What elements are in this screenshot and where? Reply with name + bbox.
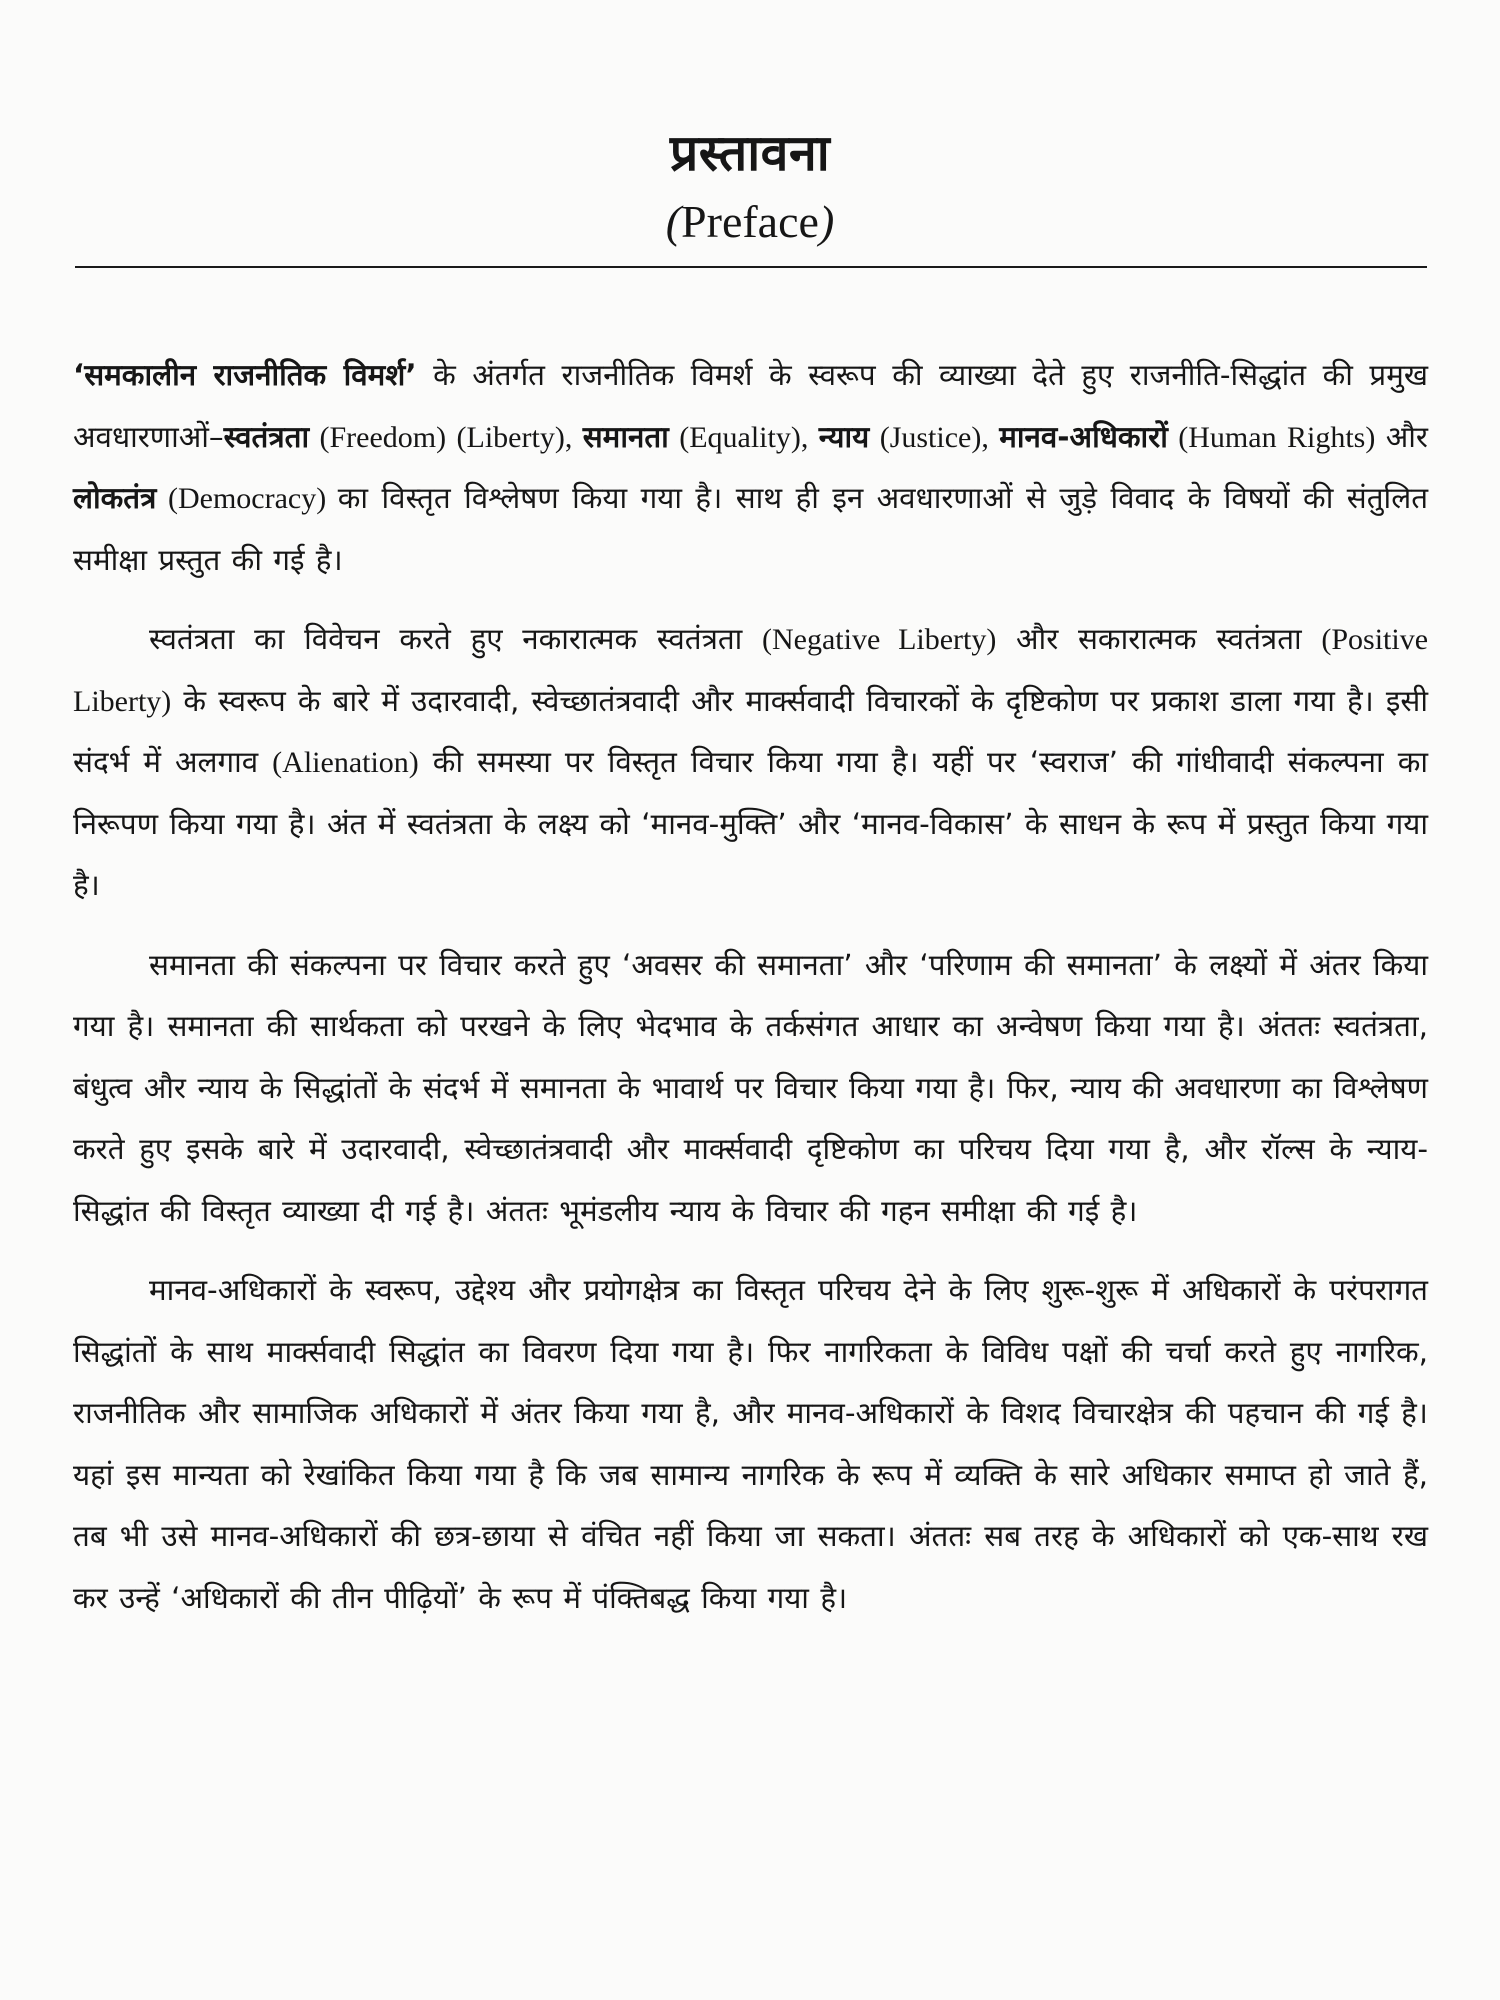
emphasis-book-title: ‘समकालीन राजनीतिक विमर्श’	[73, 358, 417, 392]
emphasis-term: मानव-अधिकारों	[999, 419, 1168, 454]
paragraph-liberty	[73, 609, 1428, 917]
english-gloss: (Human Rights)	[1167, 420, 1386, 454]
preface-body	[73, 345, 1428, 1647]
emphasis-term: न्याय	[818, 419, 870, 454]
title-divider	[75, 266, 1427, 268]
text-run: का विस्तृत विश्लेषण किया गया है। साथ ही इन अवधारणाओं से जुड़े विवाद के विषयों की संतुलित समीक्षा प्रस्तुत की गई है।	[73, 481, 1429, 577]
english-gloss: (Negative Liberty)	[762, 623, 997, 656]
english-gloss: (Equality),	[668, 420, 819, 454]
title-close-paren: )	[818, 196, 835, 247]
emphasis-term: समानता	[582, 419, 669, 454]
text-run: की समस्या पर विस्तृत विचार किया गया है। यहीं पर ‘स्वराज’ की गांधीवादी संकल्पना का निरूपण किया गया है। अंत में स्वतंत्रता के लक्ष्य को ‘मानव-मुक्ति’ और ‘मानव-विकास’ के साधन के रूप में प्रस्तुत किया गया है।	[73, 745, 1428, 902]
page-title-hindi: प्रस्तावना	[669, 124, 831, 182]
text-run: स्वतंत्रता का विवेचन करते हुए नकारात्मक स्वतंत्रता	[149, 622, 762, 656]
paragraph-equality-justice: समानता की संकल्पना पर विचार करते हुए ‘अवसर की समानता’ और ‘परिणाम की समानता’ के लक्ष्यों में अंतर किया गया है। समानता की सार्थकता को परखने के लिए भेदभाव के तर्कसंगत आधार का अन्वेषण किया गया है। अंततः स्वतंत्रता, बंधुत्व और न्याय के सिद्धांतों के संदर्भ में समानता के भावार्थ पर विचार किया गया है। फिर, न्याय की अवधारणा का विश्लेषण करते हुए इसके बारे में उदारवादी, स्वेच्छातंत्रवादी और मार्क्सवादी दृष्टिकोण का परिचय दिया गया है, और रॉल्स के न्याय-सिद्धांत की विस्तृत व्याख्या दी गई है। अंततः भूमंडलीय न्याय के विचार की गहन समीक्षा की गई है।	[73, 947, 1428, 1228]
paragraph-human-rights: मानव-अधिकारों के स्वरूप, उद्देश्य और प्रयोगक्षेत्र का विस्तृत परिचय देने के लिए शुरू-शुरू में अधिकारों के परंपरागत सिद्धांतों के साथ मार्क्सवादी सिद्धांत का विवरण दिया गया है। फिर नागरिकता के विविध पक्षों की चर्चा करते हुए नागरिक, राजनीतिक और सामाजिक अधिकारों में अंतर किया गया है, और मानव-अधिकारों के विशद विचारक्षेत्र की पहचान की गई है। यहां इस मान्यता को रेखांकित किया गया है कि जब सामान्य नागरिक के रूप में व्यक्ति के सारे अधिकार समाप्त हो जाते हैं, तब भी उसे मानव-अधिकारों की छत्र-छाया से वंचित नहीं किया जा सकता। अंततः सब तरह के अधिकारों को एक-साथ रख कर उन्हें ‘अधिकारों की तीन पीढ़ियों’ के रूप में पंक्तिबद्ध किया गया है।	[73, 1273, 1428, 1615]
text-run: और सकारात्मक स्वतंत्रता	[996, 622, 1322, 656]
emphasis-term: लोकतंत्र	[73, 481, 157, 515]
english-gloss: (Justice),	[869, 420, 1000, 454]
english-gloss: (Freedom) (Liberty),	[309, 420, 583, 454]
text-run: और	[1385, 419, 1428, 454]
page-title-english	[0, 192, 1500, 252]
english-gloss: (Alienation)	[272, 746, 419, 779]
text-run: के अंतर्गत राजनीतिक विमर्श के स्वरूप की व्याख्या देते हुए राजनीति-सिद्धांत की प्रमुख अवधारणाओं–	[73, 358, 1428, 454]
title-open-paren: (	[665, 196, 682, 247]
paragraph-overview	[73, 345, 1428, 591]
text-run: के स्वरूप के बारे में उदारवादी, स्वेच्छातंत्रवादी और मार्क्सवादी विचारकों के दृष्टिकोण पर प्रकाश डाला गया है। इसी संदर्भ में अलगाव	[73, 683, 1428, 779]
title-english-text: Preface	[681, 196, 819, 247]
english-gloss: (Positive Liberty)	[73, 623, 1429, 718]
emphasis-term: स्वतंत्रता	[223, 419, 310, 454]
english-gloss: (Democracy)	[156, 482, 338, 515]
